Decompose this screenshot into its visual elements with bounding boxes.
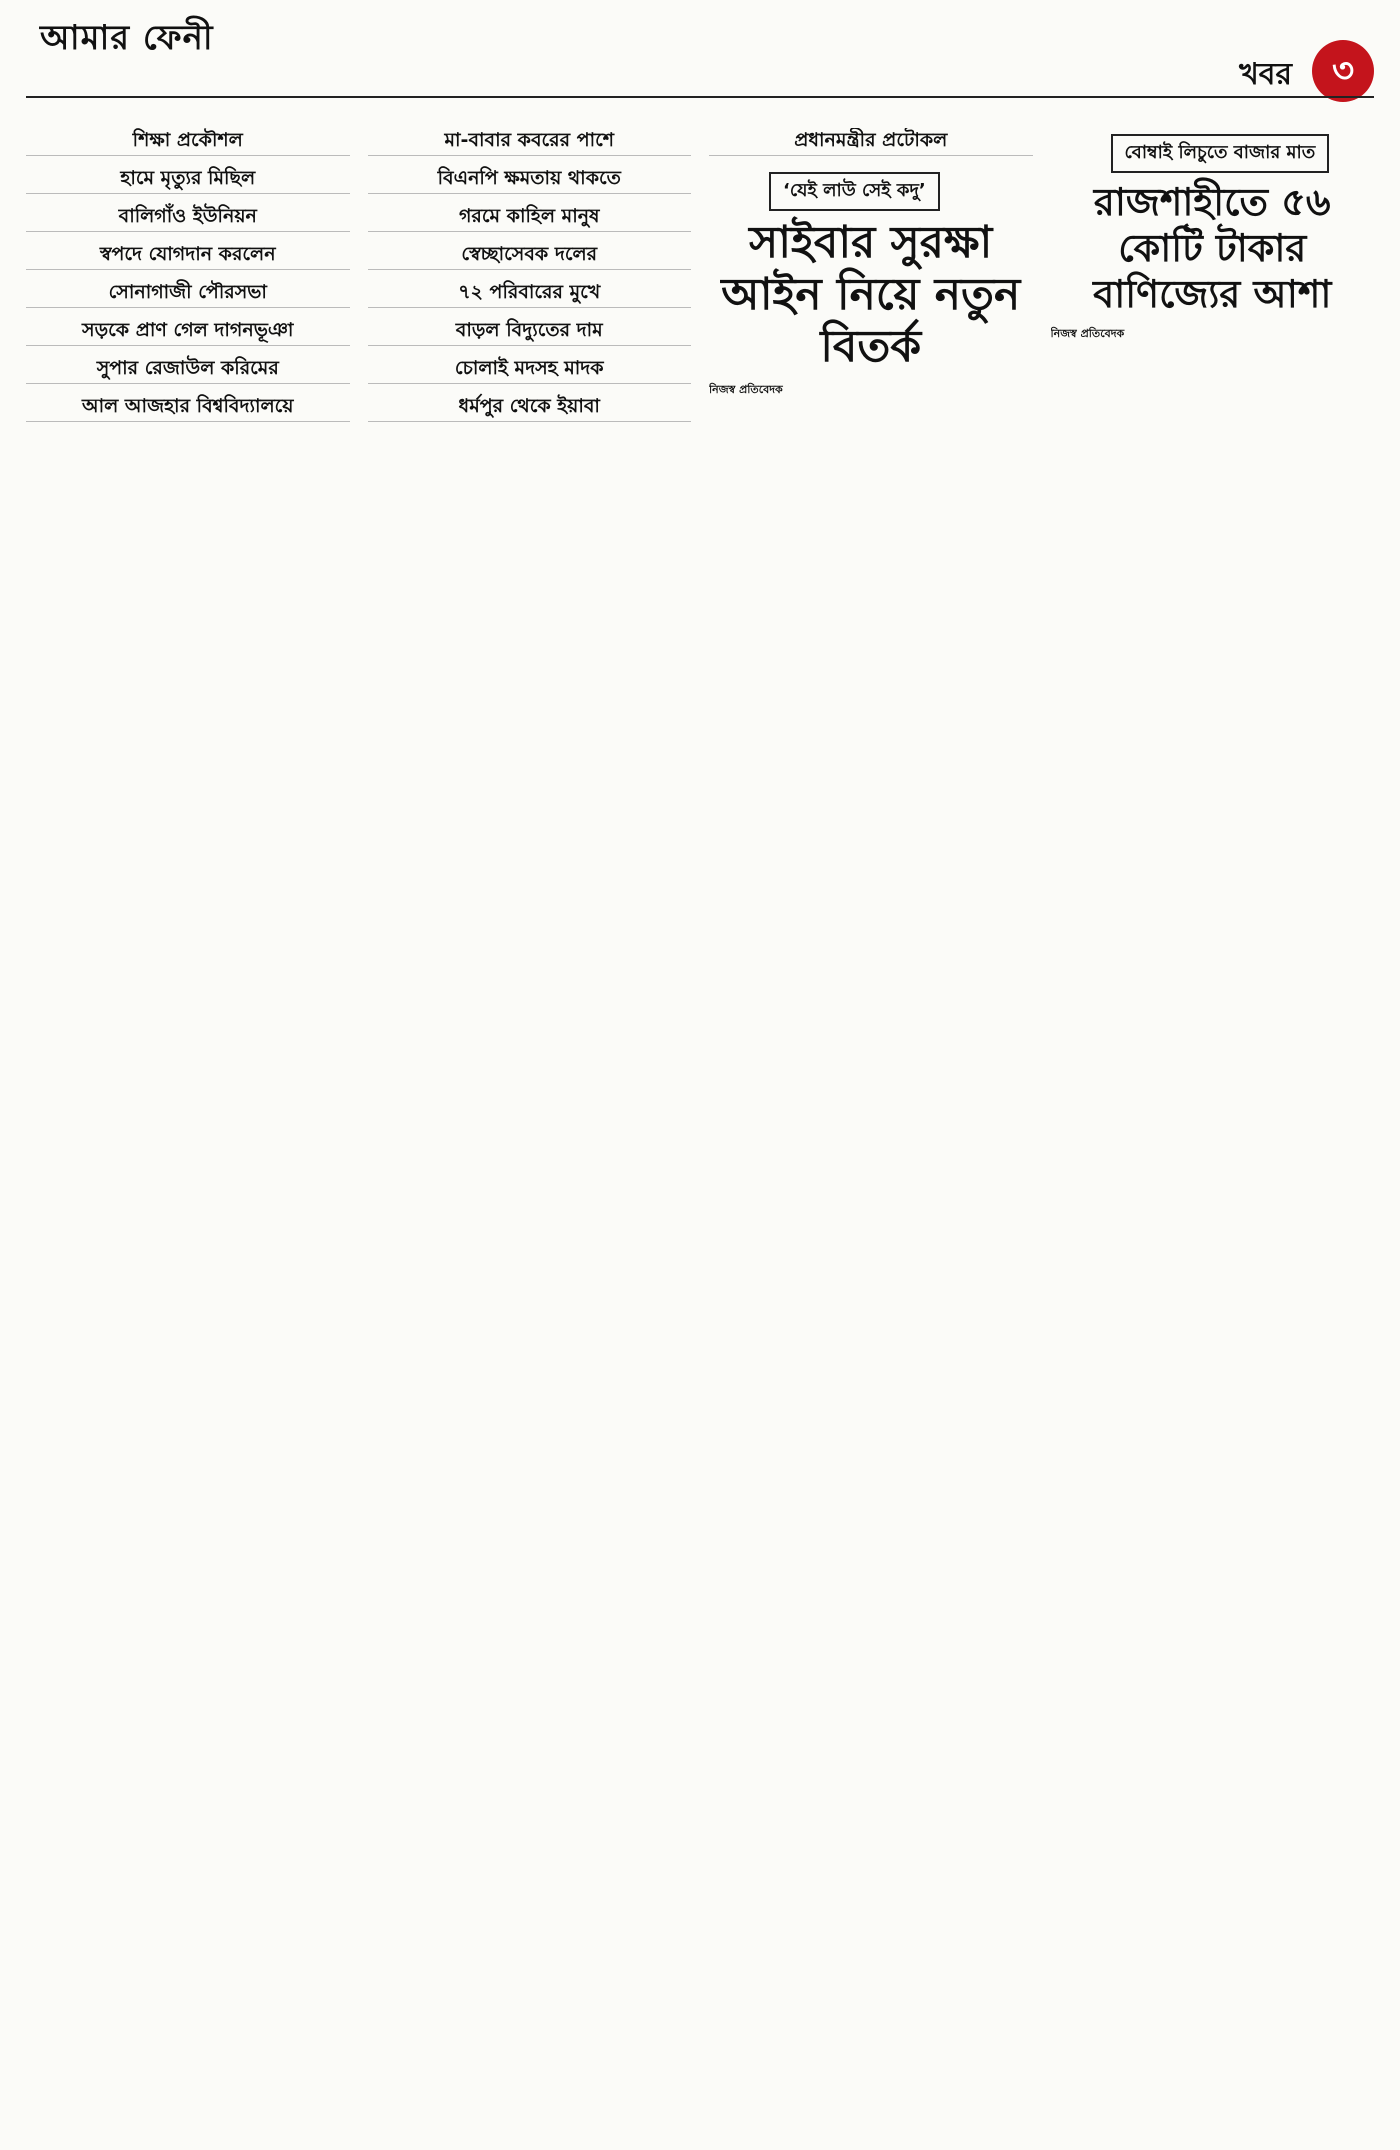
story-headline: ধর্মপুর থেকে ইয়াবা [368, 394, 692, 422]
story-headline: মা-বাবার কবরের পাশে [368, 128, 692, 156]
story-supar [26, 356, 350, 384]
masthead [26, 8, 1374, 118]
lead-headline: রাজশাহীতে ৫৬ কোটি টাকার বাণিজ্যের আশা [1093, 180, 1332, 316]
story-headline: স্বেচ্ছাসেবক দলের [368, 242, 692, 270]
story-byline: নিজস্ব প্রতিবেদক [1050, 327, 1125, 340]
article-columns [26, 128, 1374, 2128]
column-4 [1051, 128, 1375, 2128]
column-2 [368, 128, 692, 2128]
newspaper-logo: আমার ফেনী [40, 18, 214, 58]
story-rajshahi [1051, 128, 1375, 344]
story-cholai [368, 356, 692, 384]
story-azhar [26, 394, 350, 422]
story-baligaon [26, 204, 350, 232]
column-1 [26, 128, 350, 2128]
story-headline: সোনাগাজী পৌরসভা [26, 280, 350, 308]
story-headline: গরমে কাহিল মানুষ [368, 204, 692, 232]
story-headline: স্বপদে যোগদান করলেন [26, 242, 350, 270]
story-byline: নিজস্ব প্রতিবেদক [709, 383, 783, 396]
story-strap: ‘যেই লাউ সেই কদু’ [769, 172, 940, 211]
story-headline: প্রধানমন্ত্রীর প্রটোকল [709, 128, 1033, 156]
story-headline: আল আজহার বিশ্ববিদ্যালয়ে [26, 394, 350, 422]
story-headline: চোলাই মদসহ মাদক [368, 356, 692, 384]
story-porivar [368, 280, 692, 308]
masthead-rule [26, 96, 1374, 98]
story-headline: শিক্ষা প্রকৌশল [26, 128, 350, 156]
story-cyber [709, 166, 1033, 400]
story-swechha [368, 242, 692, 270]
story-sopno [26, 242, 350, 270]
story-gorom [368, 204, 692, 232]
story-bidyut [368, 318, 692, 346]
column-3 [709, 128, 1033, 2128]
story-strap: বোম্বাই লিচুতে বাজার মাত [1111, 134, 1330, 173]
story-sonagazi [26, 280, 350, 308]
story-protocol [709, 128, 1033, 156]
page-number-badge: ৩ [1312, 40, 1374, 102]
story-sorok [26, 318, 350, 346]
lead-headline: সাইবার সুরক্ষা আইন নিয়ে নতুন বিতর্ক [721, 217, 1021, 372]
story-shikkha [26, 128, 350, 156]
story-headline: বাড়ল বিদ্যুতের দাম [368, 318, 692, 346]
section-title: খবর [1239, 57, 1292, 92]
story-hame [26, 166, 350, 194]
story-dhormopur [368, 394, 692, 422]
story-headline: সড়কে প্রাণ গেল দাগনভূঞা [26, 318, 350, 346]
story-headline: সুপার রেজাউল করিমের [26, 356, 350, 384]
story-headline: বিএনপি ক্ষমতায় থাকতে [368, 166, 692, 194]
story-maa [368, 128, 692, 156]
story-headline: বালিগাঁও ইউনিয়ন [26, 204, 350, 232]
story-bnp [368, 166, 692, 194]
story-headline: ৭২ পরিবারের মুখে [368, 280, 692, 308]
story-headline: হামে মৃত্যুর মিছিল [26, 166, 350, 194]
